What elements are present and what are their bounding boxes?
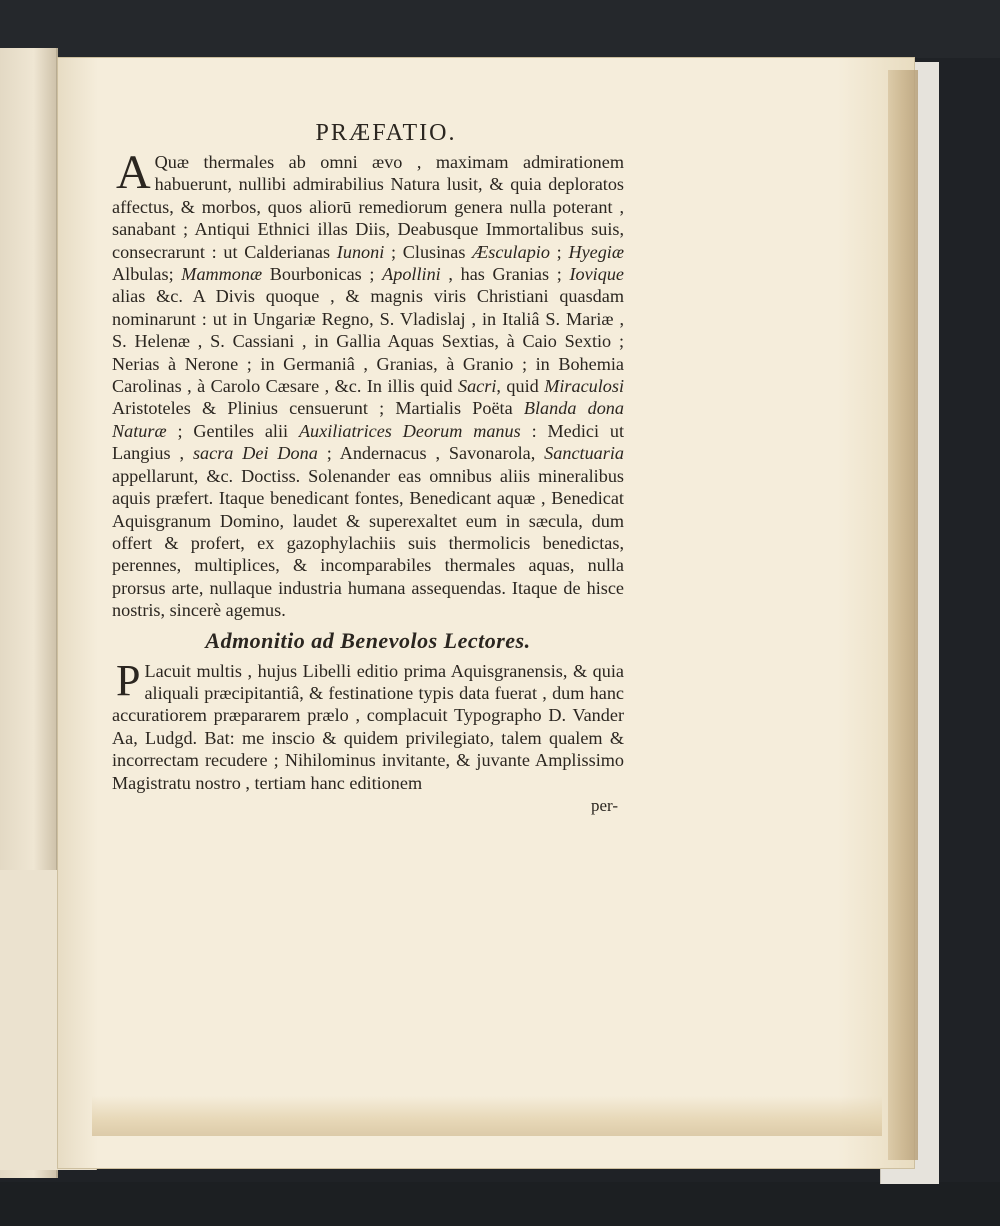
preface-segment: sacra Dei Dona: [192, 443, 318, 464]
preface-segment: Apollini: [382, 264, 441, 285]
scanner-background-bottom: [0, 1182, 1000, 1226]
page-bottom-edge-stain: [92, 1096, 882, 1136]
preface-segment: Iovique: [569, 264, 624, 285]
preface-segment: Auxiliatrices Deorum manus: [298, 420, 521, 441]
admonition-dropcap: P: [116, 655, 141, 705]
preface-segment: Sanctuaria: [544, 443, 624, 464]
preface-segment: Sacri: [457, 376, 497, 397]
preface-segment: Aristoteles & Plinius censuerunt ; Martialis Poëta: [112, 398, 524, 419]
preface-paragraph: [112, 146, 625, 622]
preface-segment: Albulas;: [112, 264, 182, 285]
preface-segment: , has Granias ;: [440, 264, 570, 285]
preface-segment: Hyegiæ: [568, 241, 624, 262]
scanner-background-top: [0, 0, 1000, 58]
preface-segment: appellarunt, &c. Doctiss. Solenander eas omnibus aliis mineralibus aquis præfert. Itaque benedicant fontes, Benedicant aquæ , Benedicat Aquisgranum Domino, laudet & superexaltet eum in sæcula, dum offert & profert, ex gazophylachiis suis thermolicis benedictas, perennes, multiplices, & incomparabiles thermales aquas, nulla prorsus arte, nullaque industria humana assequendas. Itaque de hisce nostris, sincerè agemus.: [112, 465, 624, 621]
page-right-edge-stain: [888, 70, 918, 1160]
preface-segment: ; Andernacus , Savonarola,: [317, 443, 545, 464]
preface-segment: Mammonæ: [181, 264, 263, 285]
preface-segment: ; Gentiles alii: [166, 420, 299, 441]
preface-segment: ;: [549, 241, 569, 262]
preface-segment: Iunoni: [336, 241, 385, 262]
preface-segment: Blanda dona Naturæ: [112, 398, 624, 441]
preface-segment: Quæ thermales ab omni ævo , maximam admirationem habuerunt, nullibi admirabilius Natura lusit, & quia deploratos affectus, & morbos, quos aliorū remediorum genera nulla poterant , sanabant ; Antiqui Ethnici illas Diis, Deabusque Immortalibus suis, consecrarunt : ut Calderianas: [112, 152, 624, 262]
catchword: per-: [590, 795, 618, 815]
page-title: PRÆFATIO.: [315, 120, 457, 146]
preface-segment: , quid: [496, 376, 545, 397]
preface-segment: Bourbonicas ;: [262, 264, 383, 285]
preface-segment: ; Clusinas: [384, 241, 473, 262]
preface-segment: alias &c. A Divis quoque , & magnis viris Christiani quasdam nominarunt : ut in Ungariæ Regno, S. Vladislaj , in Italiâ S. Mariæ , S. Helenæ , S. Cassiani , in Gallia Aquas Sextias, à Caio Sextio ; Nerias à Nerone ; in Germaniâ , Granias, à Granio ; in Bohemia Carolinas , à Carolo Cæsare , &c. In illis quid: [112, 286, 624, 397]
preface-segment: Æsculapio: [472, 241, 550, 262]
admonition-heading: Admonitio ad Benevolos Lectores.: [205, 627, 531, 653]
page-text-block: [112, 120, 624, 816]
admonition-text: Lacuit multis , hujus Libelli editio prima Aquisgranensis, & quia aliquali præcipitantiâ, & festinatione typis data fuerat , dum hanc accuratiorem præpararem prælo , complacuit Typographo D. Vander Aa, Ludgd. Bat: me inscio & quidem privilegiato, talem qualem & incorrectam recudere ; Nihilominus invitante, & juvante Amplissimo Magistratu nostro , tertiam hanc editionem: [112, 660, 624, 793]
admonition-paragraph: [112, 655, 624, 794]
preface-segment: Miraculosi: [544, 376, 625, 397]
preface-dropcap: A: [116, 146, 151, 199]
preface-segment: : Medici ut Langius ,: [112, 420, 624, 464]
